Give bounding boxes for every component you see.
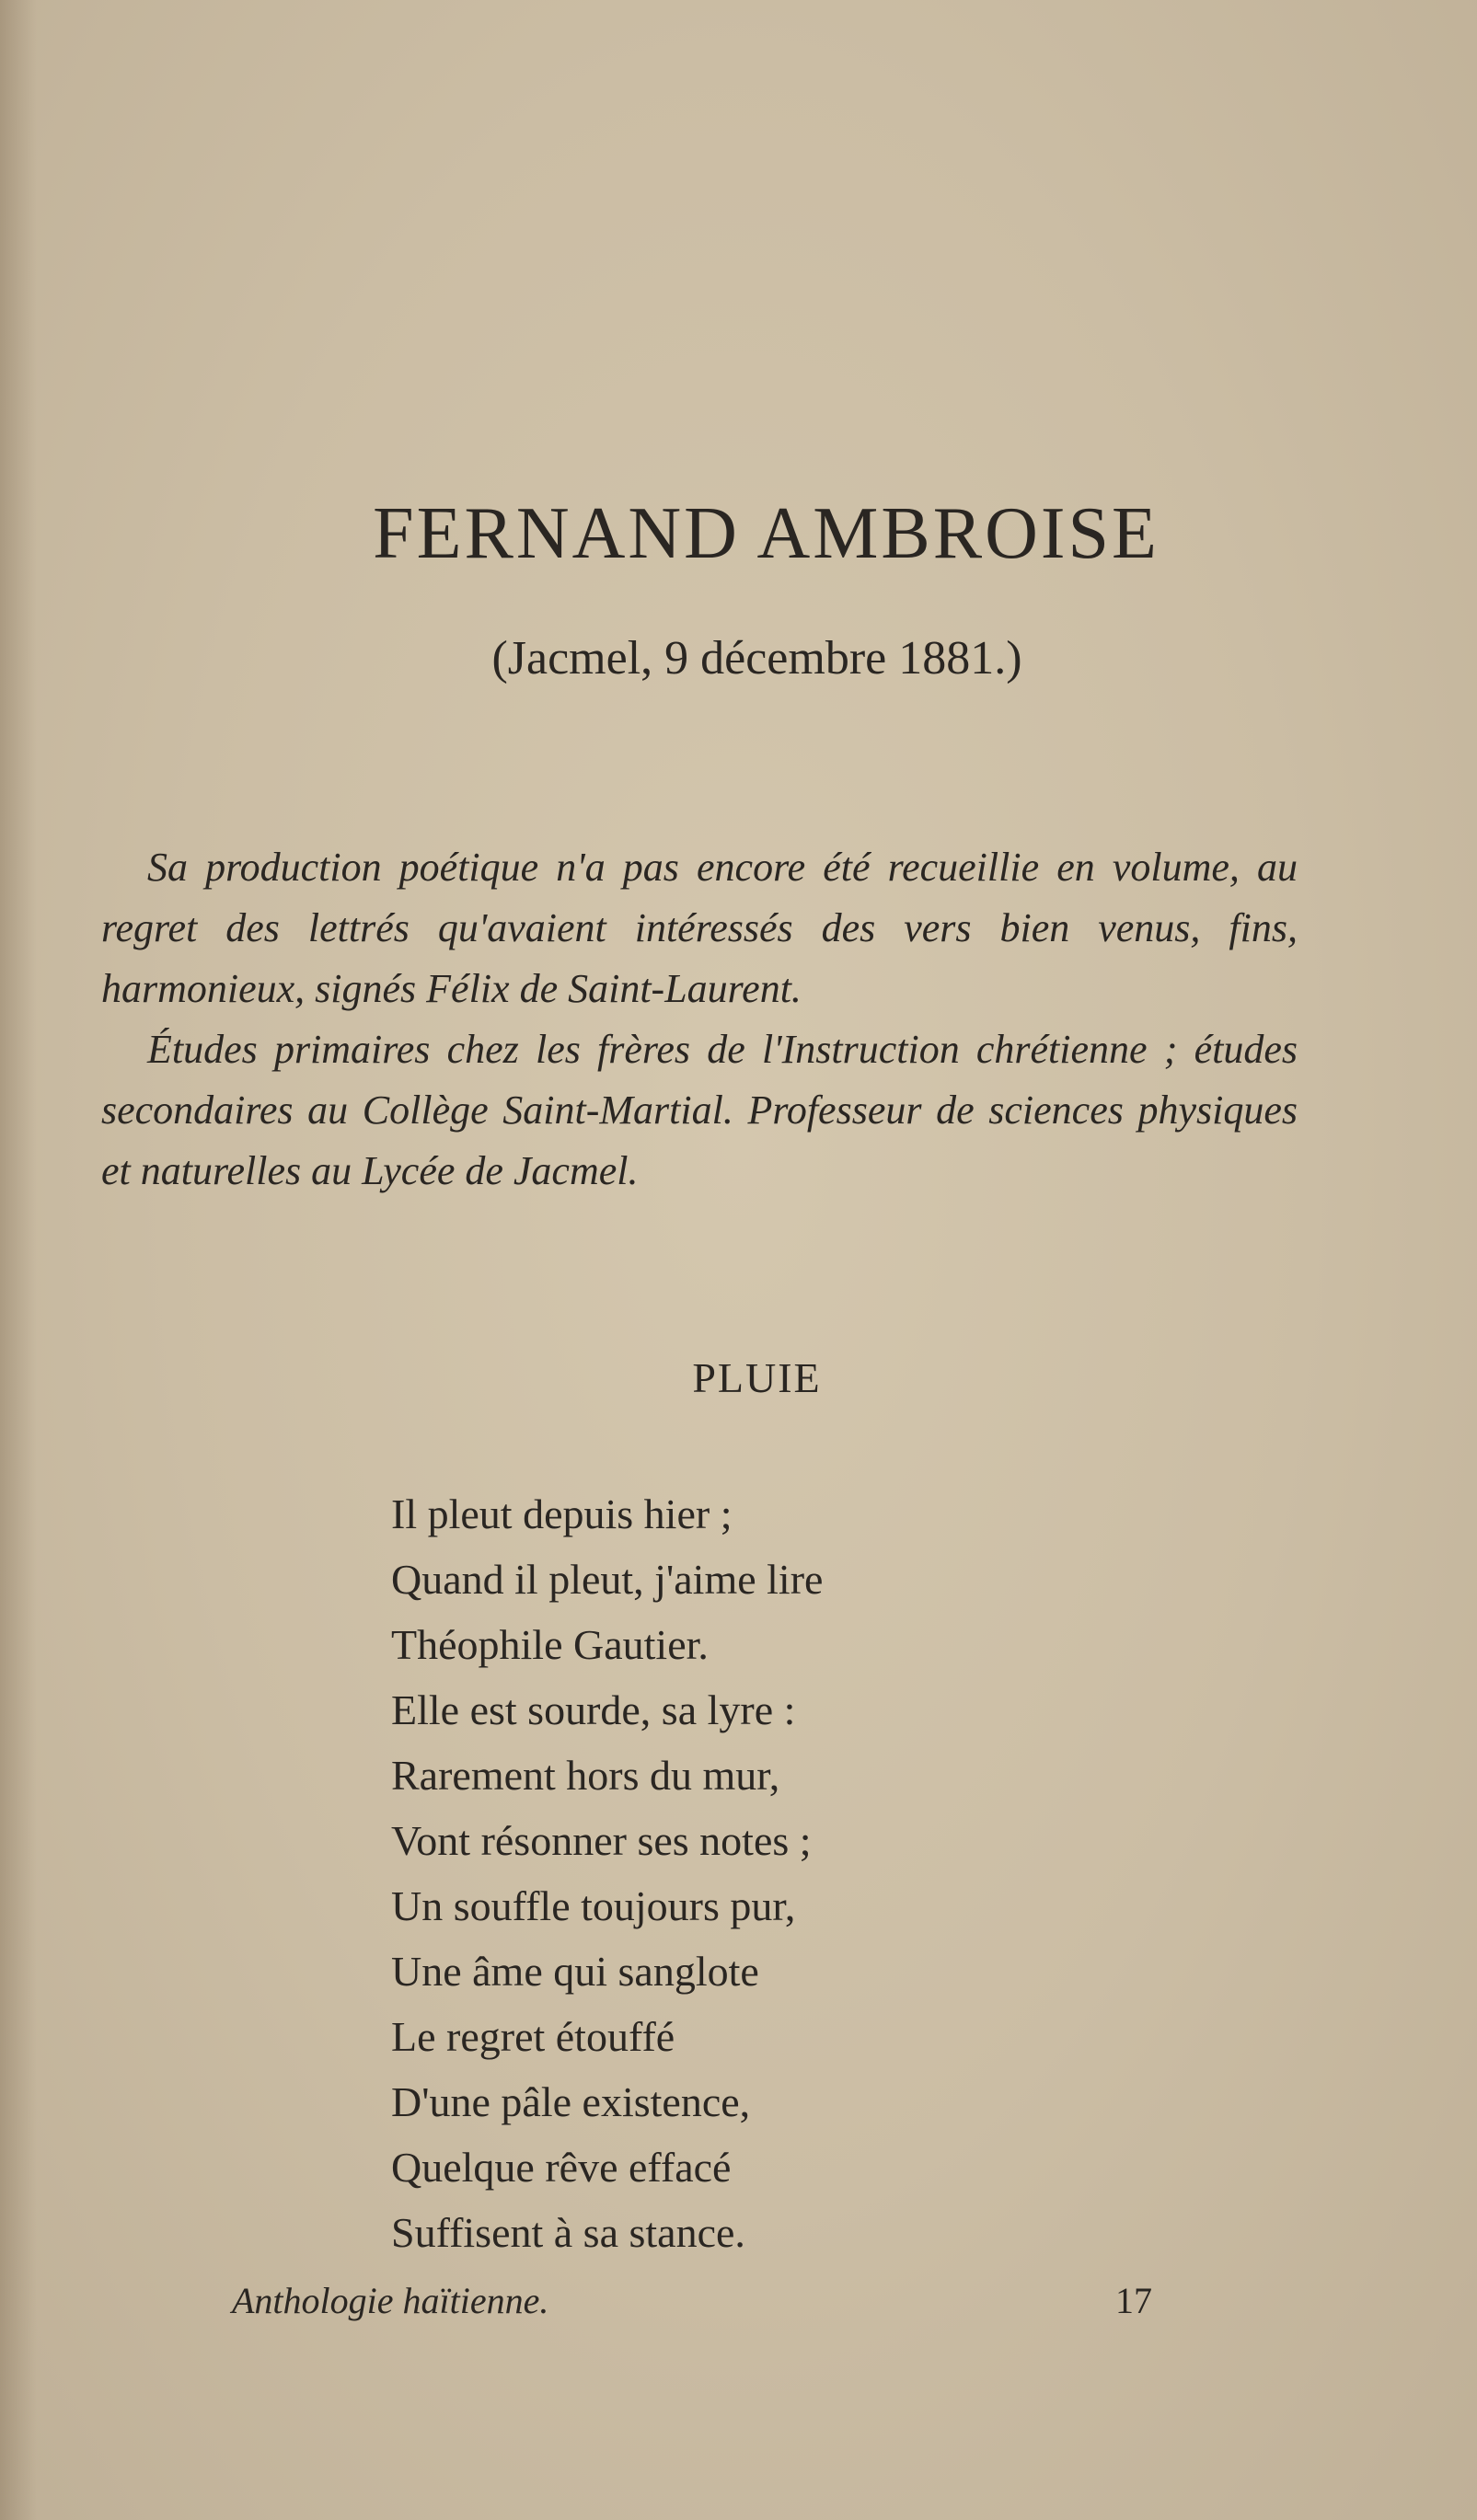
poem-line: Théophile Gautier. (391, 1621, 709, 1668)
page-number: 17 (1115, 2280, 1152, 2321)
page-edge-shadow (0, 0, 37, 2520)
poem-title: PLUIE (692, 1354, 822, 1401)
poem-line: Vont résonner ses notes ; (391, 1817, 812, 1864)
poem-line: Il pleut depuis hier ; (391, 1490, 733, 1537)
author-birth-info: (Jacmel, 9 décembre 1881.) (491, 632, 1022, 685)
poem-line: Quand il pleut, j'aime lire (391, 1556, 824, 1603)
author-name: FERNAND AMBROISE (373, 493, 1160, 574)
poem-body (391, 1481, 1219, 2265)
page-footer (232, 2279, 1152, 2334)
poem-line: Rarement hors du mur, (391, 1752, 780, 1799)
poem-line: D'une pâle existence, (391, 2078, 751, 2125)
poem-line: Un souffle toujours pur, (391, 1882, 796, 1929)
running-title: Anthologie haïtienne. (232, 2280, 549, 2321)
author-biography (101, 837, 1298, 1202)
biography-paragraph: Études primaires chez les frères de l'Instruction chrétienne ; études secondaires au Collège Saint-Martial. Professeur de sciences physiques et naturelles au Lycée de Jacmel. (101, 1027, 1298, 1193)
biography-paragraph: Sa production poétique n'a pas encore été recueillie en volume, au regret des lettrés qu'avaient intéressés des vers bien venus, fins, harmonieux, signés Félix de Saint-Laurent. (101, 845, 1298, 1011)
poem-line: Elle est sourde, sa lyre : (391, 1686, 796, 1733)
poem-line: Une âme qui sanglote (391, 1948, 759, 1995)
poem-line: Le regret étouffé (391, 2013, 675, 2060)
poem-line: Quelque rêve effacé (391, 2144, 732, 2191)
poem-line: Suffisent à sa stance. (391, 2209, 745, 2256)
